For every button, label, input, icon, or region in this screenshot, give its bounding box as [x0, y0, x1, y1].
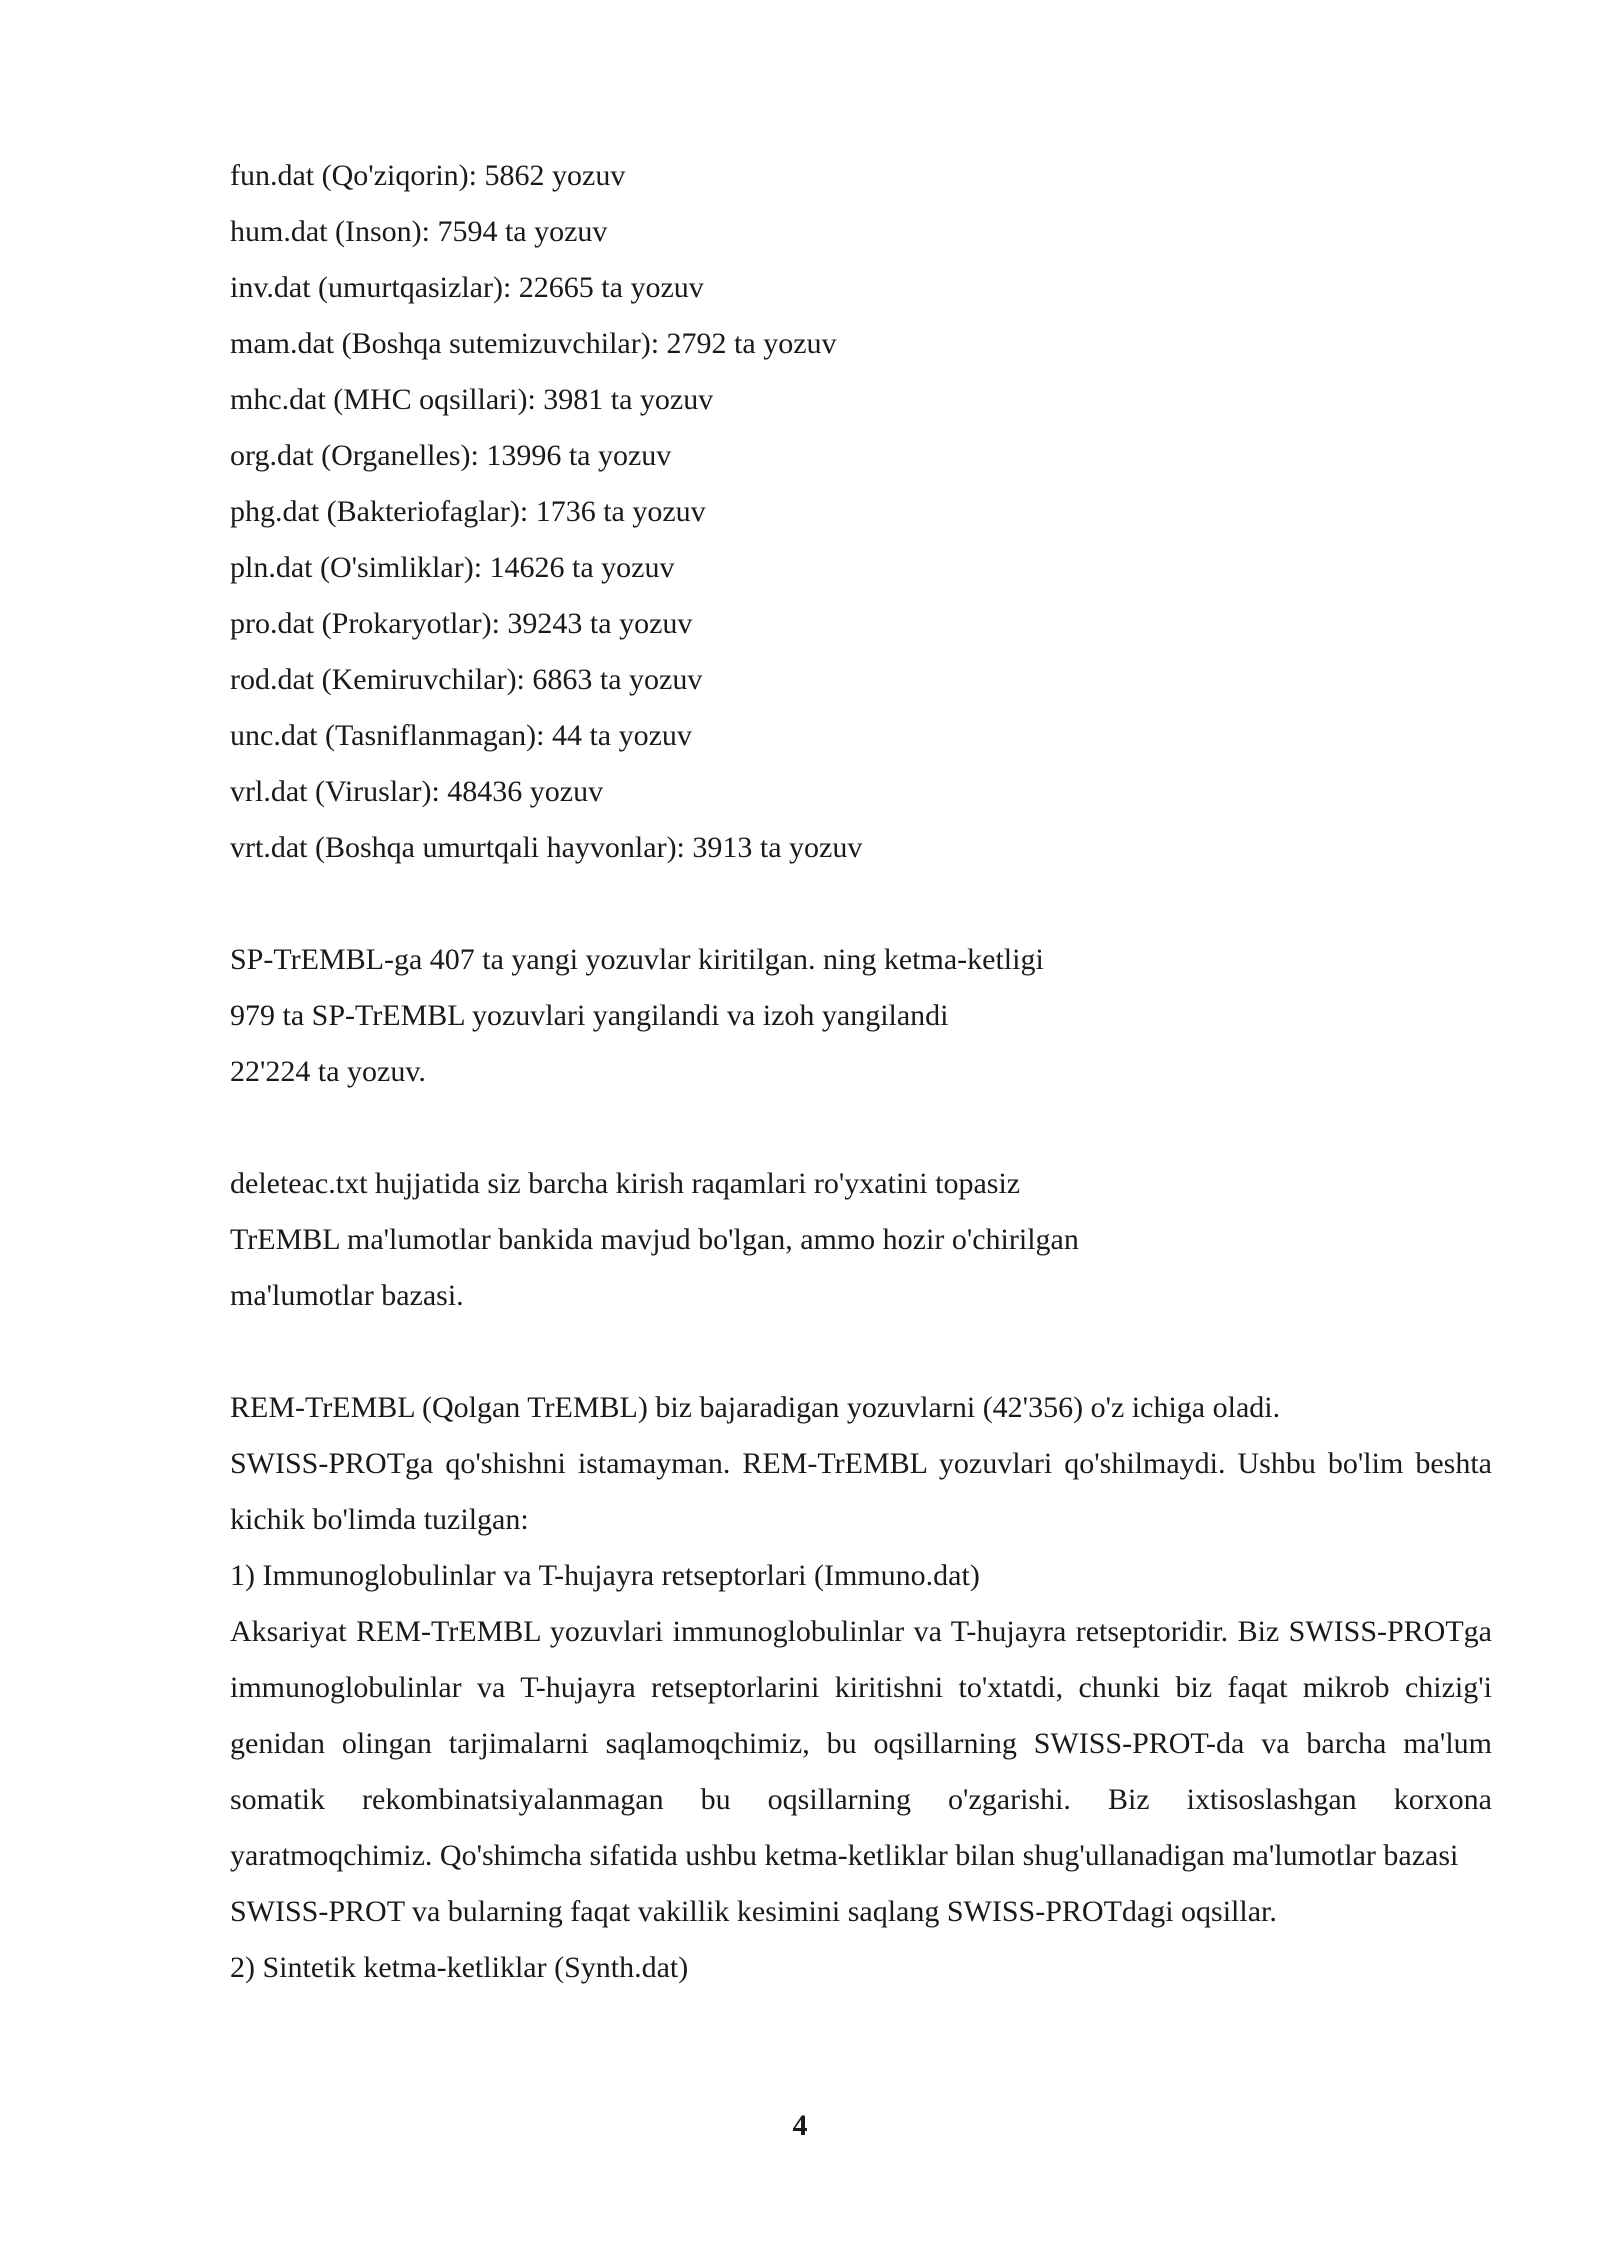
list-item: org.dat (Organelles): 13996 ta yozuv	[230, 439, 672, 472]
list-item: pro.dat (Prokaryotlar): 39243 ta yozuv	[230, 607, 693, 640]
immuno-paragraph: Aksariyat REM-TrEMBL yozuvlari immunoglobulinlar va T-hujayra retseptoridir. Biz SWISS-PROTga immunoglobulinlar va T-hujayra retseptorlarini kiritishni to'xtatdi, chunki biz faqat mikrob chizig'i genidan olingan tarjimalarni saqlamoqchimiz, bu oqsillarning SWISS-PROT-da va barcha ma'lum somatik rekombinatsiyalanmagan bu oqsillarning o'zgarishi. Biz ixtisoslashgan korxona yaratmoqchimiz. Qo'shimcha sifatida ushbu ketma-ketliklar bilan shug'ullanadigan ma'lumotlar bazasi	[230, 1615, 1492, 1872]
text-line: REM-TrEMBL (Qolgan TrEMBL) biz bajaradigan yozuvlarni (42'356) o'z ichiga oladi.	[230, 1391, 1281, 1424]
paragraph-gap	[230, 1324, 1492, 1380]
list-item: mhc.dat (MHC oqsillari): 3981 ta yozuv	[230, 383, 714, 416]
list-item: hum.dat (Inson): 7594 ta yozuv	[230, 215, 608, 248]
text-line: 22'224 ta yozuv.	[230, 1055, 426, 1088]
text-line: 979 ta SP-TrEMBL yozuvlari yangilandi va izoh yangilandi	[230, 999, 949, 1032]
deleted-entries-paragraph	[230, 1156, 1492, 1324]
text-line: SWISS-PROT va bularning faqat vakillik kesimini saqlang SWISS-PROTdagi oqsillar.	[230, 1895, 1277, 1928]
paragraph-gap	[230, 876, 1492, 932]
paragraph-gap	[230, 1100, 1492, 1156]
text-line: deleteac.txt hujjatida siz barcha kirish raqamlari ro'yxatini topasiz	[230, 1167, 1021, 1200]
list-item: unc.dat (Tasniflanmagan): 44 ta yozuv	[230, 719, 692, 752]
database-file-list	[230, 148, 1492, 876]
rem-intro-paragraph: SWISS-PROTga qo'shishni istamayman. REM-TrEMBL yozuvlari qo'shilmaydi. Ushbu bo'lim beshta kichik bo'limda tuzilgan:	[230, 1447, 1492, 1536]
list-item: inv.dat (umurtqasizlar): 22665 ta yozuv	[230, 271, 704, 304]
list-item: mam.dat (Boshqa sutemizuvchilar): 2792 ta yozuv	[230, 327, 837, 360]
text-line: SP-TrEMBL-ga 407 ta yangi yozuvlar kiritilgan. ning ketma-ketligi	[230, 943, 1044, 976]
list-item: rod.dat (Kemiruvchilar): 6863 ta yozuv	[230, 663, 703, 696]
subsection-heading: 2) Sintetik ketma-ketliklar (Synth.dat)	[230, 1951, 689, 1984]
rem-trembl-section	[230, 1380, 1492, 1996]
page-number: 4	[792, 2109, 808, 2142]
list-item: fun.dat (Qo'ziqorin): 5862 yozuv	[230, 159, 626, 192]
subsection-heading: 1) Immunoglobulinlar va T-hujayra retseptorlari (Immuno.dat)	[230, 1559, 980, 1592]
list-item: pln.dat (O'simliklar): 14626 ta yozuv	[230, 551, 675, 584]
document-body	[230, 148, 1492, 1996]
list-item: vrl.dat (Viruslar): 48436 yozuv	[230, 775, 604, 808]
text-line: TrEMBL ma'lumotlar bankida mavjud bo'lgan, ammo hozir o'chirilgan	[230, 1223, 1079, 1256]
list-item: vrt.dat (Boshqa umurtqali hayvonlar): 3913 ta yozuv	[230, 831, 863, 864]
text-line: ma'lumotlar bazasi.	[230, 1279, 464, 1312]
sp-trembl-paragraph	[230, 932, 1492, 1100]
list-item: phg.dat (Bakteriofaglar): 1736 ta yozuv	[230, 495, 706, 528]
